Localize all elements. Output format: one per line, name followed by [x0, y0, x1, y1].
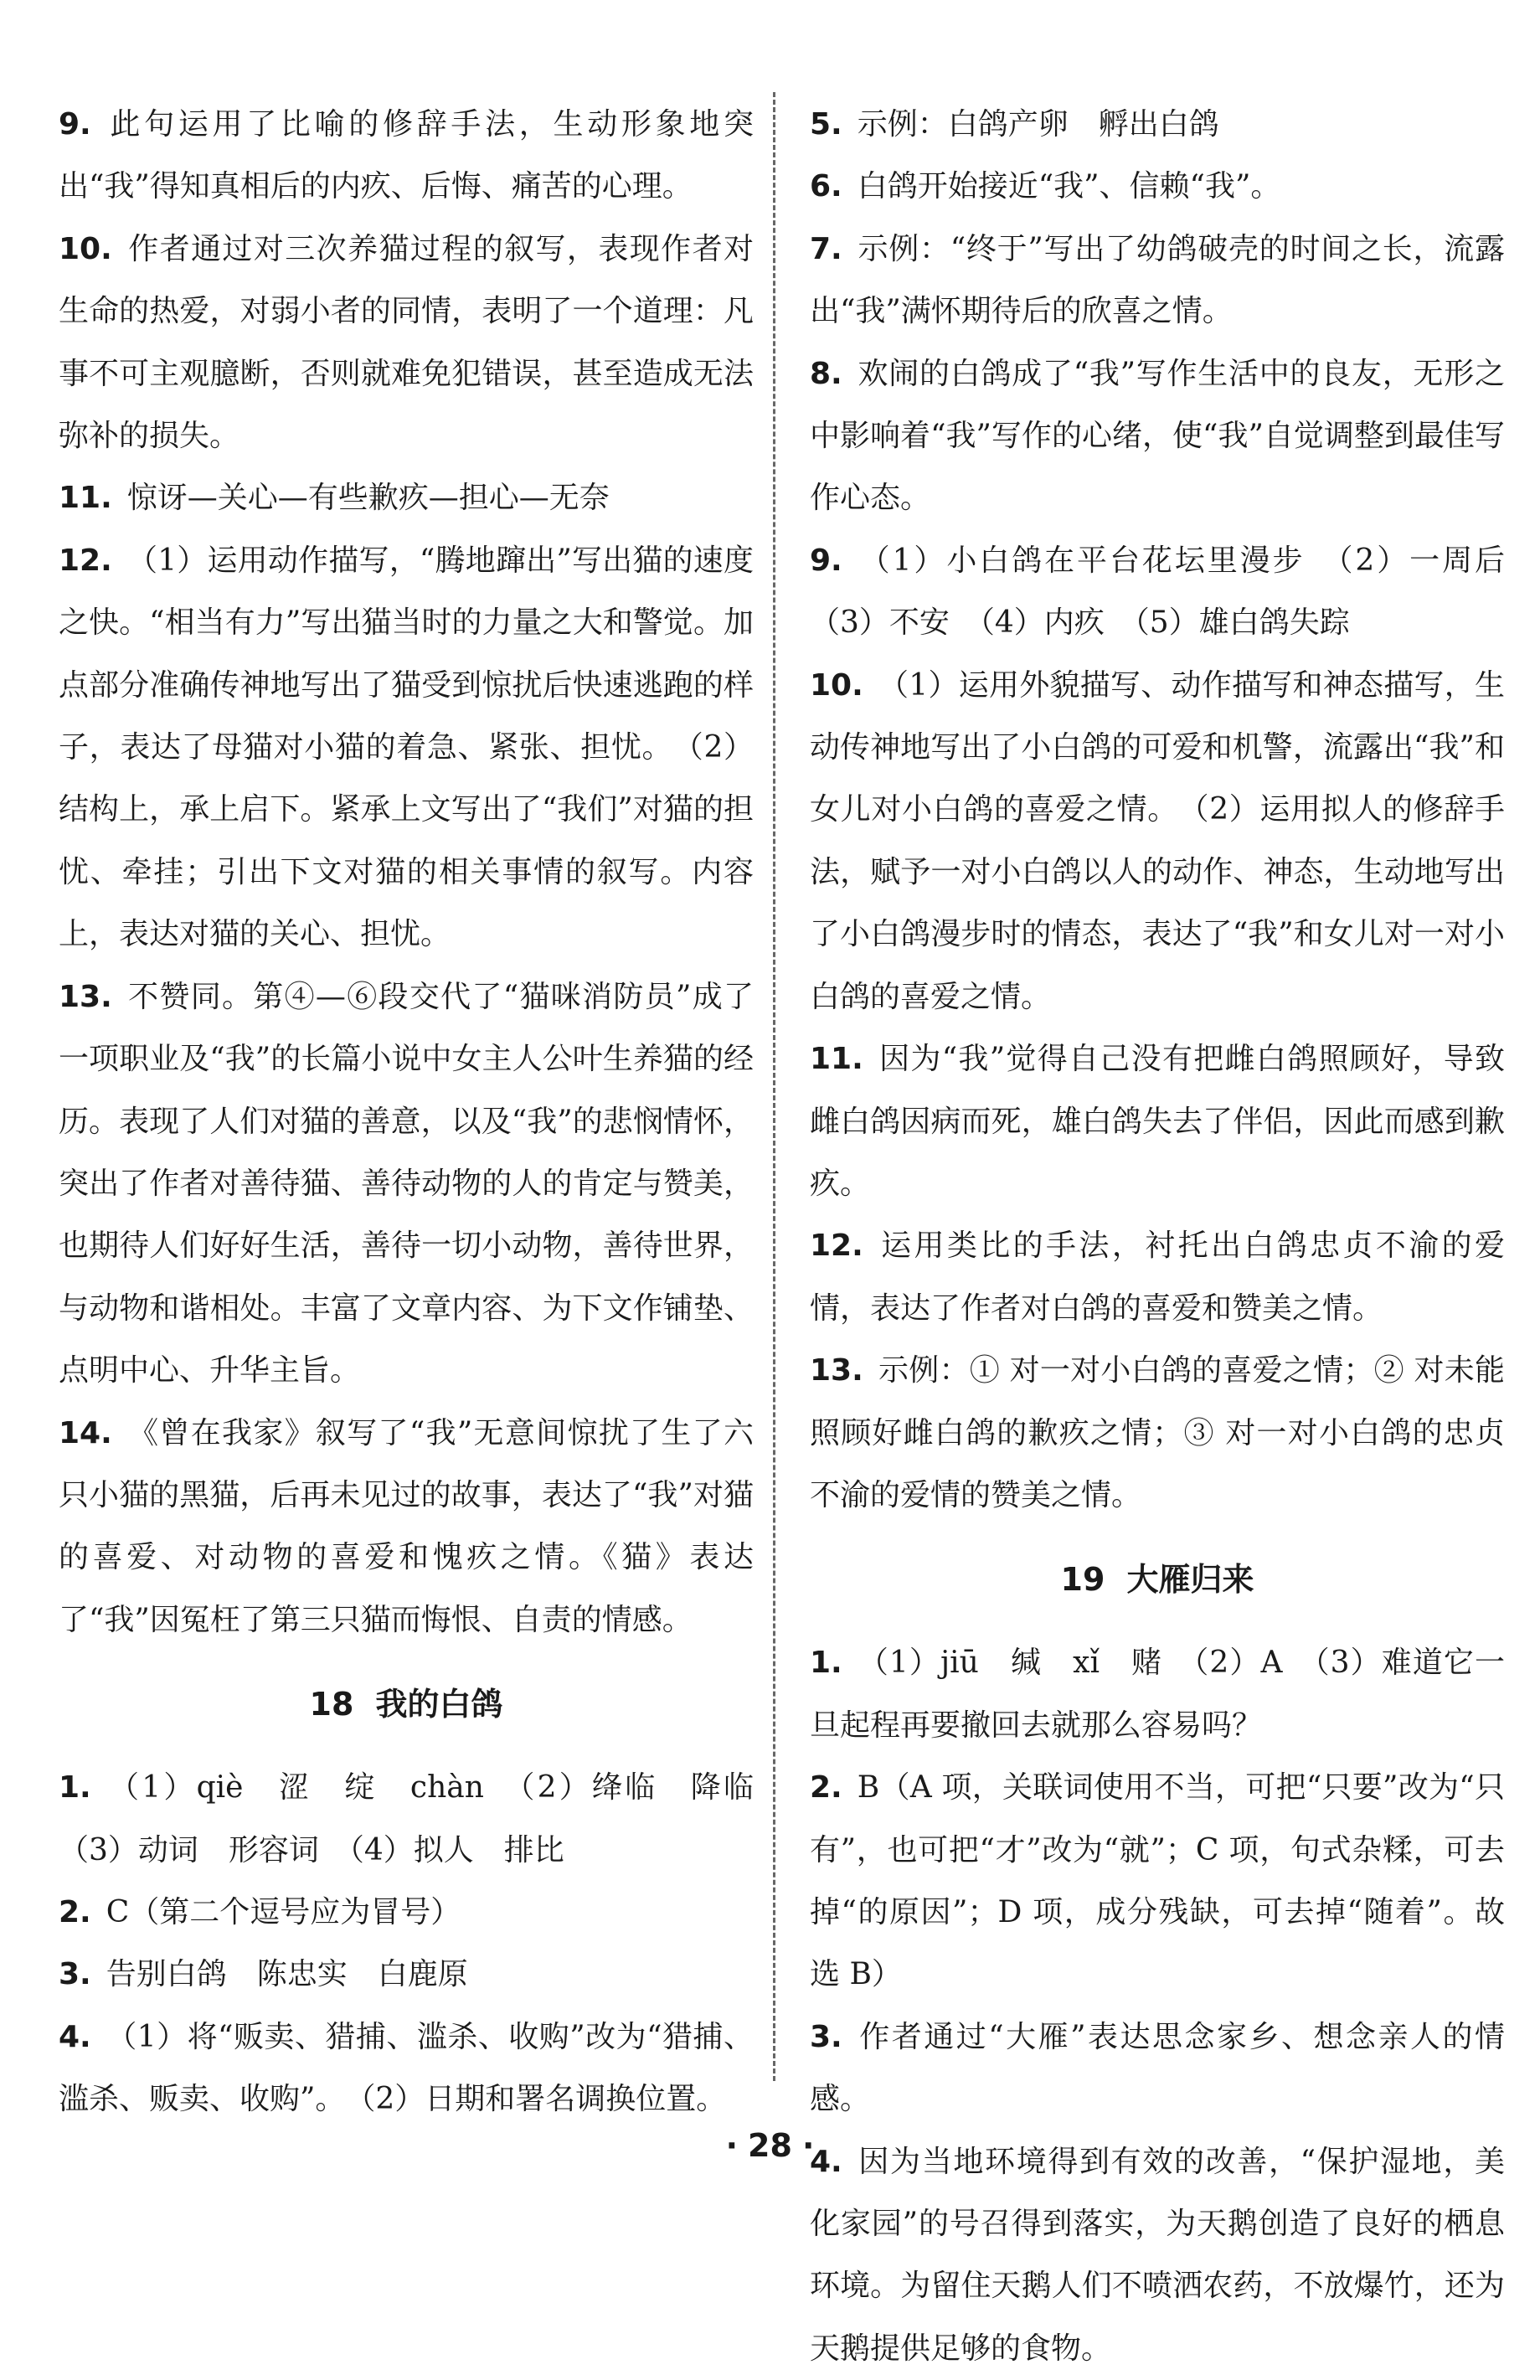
- answer-number: 3.: [810, 2019, 842, 2054]
- answer-number: 9.: [810, 543, 842, 578]
- answer-number: 11.: [810, 1042, 863, 1077]
- answer-number: 12.: [810, 1229, 863, 1264]
- answer-number: 12.: [59, 543, 112, 578]
- answer-number: 7.: [810, 231, 842, 266]
- answer-number: 10.: [59, 231, 112, 266]
- answer-item: [810, 2007, 1505, 2131]
- answer-item: [810, 94, 1505, 156]
- answer-text: 示例：“终于”写出了幼鸽破壳的时间之长，流露出“我”满怀期待后的欣喜之情。: [810, 231, 1505, 329]
- answer-number: 5.: [810, 107, 842, 142]
- answer-item: [810, 343, 1505, 530]
- answer-text: （1）qiè 涩 绽 chàn （2）绛临 降临 （3）动词 形容词 （4）拟人 排比: [59, 1770, 785, 1867]
- answer-number: 13.: [59, 979, 112, 1014]
- answer-text: （1）将“贩卖、猎捕、滥杀、收购”改为“猎捕、滥杀、贩卖、收购”。 （2）日期和署名调换位置。: [59, 2019, 754, 2117]
- answer-number: 1.: [810, 1646, 842, 1681]
- answer-text: 作者通过对三次养猫过程的叙写，表现作者对生命的热爱，对弱小者的同情，表明了一个道理：凡事不可主观臆断，否则就难免犯错误，甚至造成无法弥补的损失。: [59, 231, 754, 454]
- page-footer: [0, 2127, 1540, 2164]
- left-column: [59, 94, 785, 2131]
- answer-text: 运用类比的手法，衬托出白鸽忠贞不渝的爱情，表达了作者对白鸽的喜爱和赞美之情。: [810, 1229, 1505, 1326]
- answer-number: 10.: [810, 667, 863, 703]
- answer-item: [59, 467, 754, 529]
- answer-text: 作者通过“大雁”表达思念家乡、想念亲人的情感。: [810, 2019, 1505, 2117]
- answer-number: 4.: [810, 2144, 842, 2179]
- answer-text: 示例：白鸽产卵 孵出白鸽: [857, 107, 1219, 142]
- answer-item: [810, 2131, 1505, 2380]
- answer-item: [59, 2007, 754, 2131]
- answer-number: 13.: [810, 1353, 863, 1388]
- right-column: [810, 94, 1536, 2380]
- answer-item: [59, 219, 754, 468]
- answer-number: 2.: [59, 1894, 91, 1929]
- section-number: 19: [1060, 1561, 1105, 1599]
- answer-text: （1）小白鸽在平台花坛里漫步 （2）一周后 （3）不安 （4）内疚 （5）雄白鸽失踪: [810, 543, 1536, 641]
- section-heading: [810, 1527, 1505, 1632]
- answer-item: [59, 1403, 754, 1652]
- answer-text: 此句运用了比喻的修辞手法，生动形象地突出“我”得知真相后的内疚、后悔、痛苦的心理。: [59, 107, 754, 204]
- answer-text: 不赞同。第④—⑥段交代了“猫咪消防员”成了一项职业及“我”的长篇小说中女主人公叶生养猫的经历。表现了人们对猫的善意，以及“我”的悲悯情怀，突出了作者对善待猫、善待动物的人的肯定与赞美，也期待人们好好生活，善待一切小动物，善待世界，与动物和谐相处。丰富了文章内容、为下文作铺垫、点明中心、升华主旨。: [59, 979, 754, 1388]
- answer-item: [59, 1882, 754, 1944]
- answer-text: 惊讶—关心—有些歉疚—担心—无奈: [126, 481, 610, 516]
- answer-item: [59, 1757, 785, 1882]
- section-number: 18: [309, 1686, 354, 1723]
- answer-text: （1）jiū 缄 xǐ 赌 （2）A （3）难道它一旦起程再要撤回去就那么容易吗？: [810, 1646, 1505, 1743]
- answer-number: 1.: [59, 1770, 91, 1806]
- answer-item: [810, 655, 1505, 1028]
- answer-number: 6.: [810, 169, 842, 204]
- answer-item: [810, 1757, 1505, 2007]
- answer-number: 2.: [810, 1770, 842, 1806]
- answer-number: 8.: [810, 356, 842, 391]
- answer-text: B（A 项，关联词使用不当，可把“只要”改为“只有”，也可把“才”改为“就”；C 项，句式杂糅，可去掉“的原因”；D 项，成分残缺，可去掉“随着”。故选 B）: [810, 1770, 1505, 1992]
- answer-text: 《曾在我家》叙写了“我”无意间惊扰了生了六只小猫的黑猫，后再未见过的故事，表达了“我”对猫的喜爱、对动物的喜爱和愧疚之情。《猫》表达了“我”因冤枉了第三只猫而悔恨、自责的情感。: [59, 1415, 754, 1637]
- footer-dot-right: ·: [801, 2127, 815, 2164]
- answer-text: （1）运用外貌描写、动作描写和神态描写，生动传神地写出了小白鸽的可爱和机警，流露出“我”和女儿对小白鸽的喜爱之情。 （2）运用拟人的修辞手法，赋予一对小白鸽以人的动作、神态，生动地写出了小白鸽漫步时的情态，表达了“我”和女儿对一对小白鸽的喜爱之情。: [810, 667, 1505, 1014]
- section-heading: [59, 1651, 754, 1757]
- answer-number: 11.: [59, 481, 112, 516]
- answer-item: [810, 1340, 1505, 1527]
- answer-text: 因为当地环境得到有效的改善，“保护湿地，美化家园”的号召得到落实，为天鹅创造了良好的栖息环境。为留住天鹅人们不喷洒农药，不放爆竹，还为天鹅提供足够的食物。: [810, 2144, 1505, 2366]
- page-number: 28: [748, 2127, 792, 2164]
- column-divider: [773, 92, 775, 2081]
- answer-item: [810, 1215, 1505, 1340]
- answer-text: 示例：① 对一对小白鸽的喜爱之情；② 对未能照顾好雌白鸽的歉疚之情；③ 对一对小白鸽的忠贞不渝的爱情的赞美之情。: [810, 1353, 1505, 1512]
- answer-item: [59, 94, 754, 219]
- answer-text: 告别白鸽 陈忠实 白鹿原: [106, 1957, 468, 1992]
- section-title-text: 大雁归来: [1126, 1561, 1254, 1599]
- answer-number: 9.: [59, 107, 91, 142]
- answer-text: （1）运用动作描写，“腾地蹿出”写出猫的速度之快。“相当有力”写出猫当时的力量之大和警觉。加点部分准确传神地写出了猫受到惊扰后快速逃跑的样子，表达了母猫对小猫的着急、紧张、担忧。 （2）结构上，承上启下。紧承上文写出了“我们”对猫的担忧、牵挂；引出下文对猫的相关事情的叙写。内容上，表达对猫的关心、担忧。: [59, 543, 754, 952]
- answer-text: C（第二个逗号应为冒号）: [106, 1894, 461, 1929]
- answer-number: 14.: [59, 1415, 112, 1450]
- footer-dot-left: ·: [725, 2127, 739, 2164]
- answer-number: 4.: [59, 2019, 91, 2054]
- answer-item: [810, 1632, 1505, 1757]
- answer-text: 因为“我”觉得自己没有把雌白鸽照顾好，导致雌白鸽因病而死，雄白鸽失去了伴侣，因此而感到歉疚。: [810, 1042, 1505, 1201]
- answer-number: 3.: [59, 1957, 91, 1992]
- answer-item: [59, 966, 754, 1403]
- answer-text: 欢闹的白鸽成了“我”写作生活中的良友，无形之中影响着“我”写作的心绪，使“我”自觉调整到最佳写作心态。: [810, 356, 1505, 516]
- answer-item: [810, 219, 1505, 343]
- answer-item: [59, 1944, 754, 2006]
- answer-text: 白鸽开始接近“我”、信赖“我”。: [857, 169, 1281, 204]
- answer-item: [59, 530, 754, 966]
- answer-item: [810, 530, 1536, 655]
- section-title-text: 我的白鸽: [375, 1686, 503, 1723]
- answer-item: [810, 1028, 1505, 1215]
- answer-item: [810, 156, 1505, 218]
